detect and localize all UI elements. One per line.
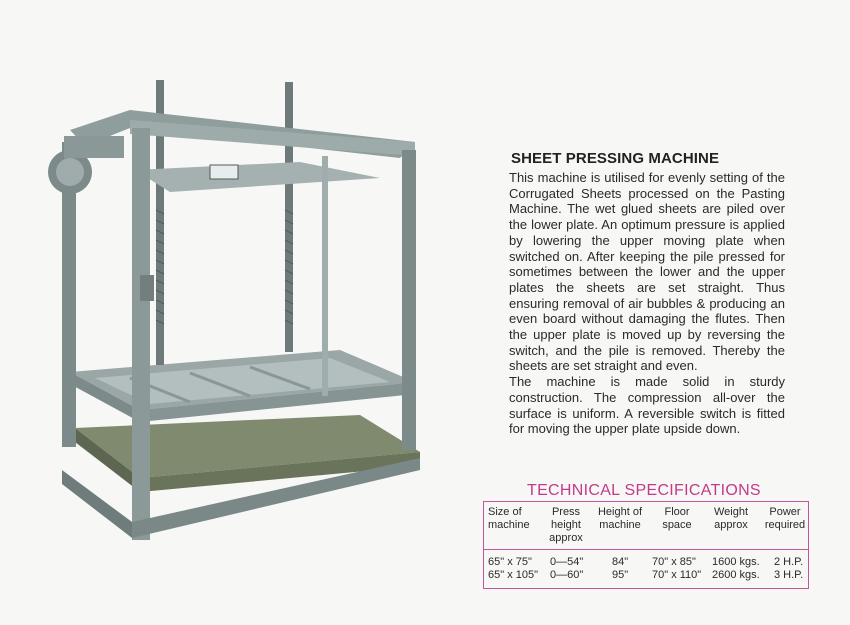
cell-weight: 2600 kgs. — [712, 569, 760, 581]
cell-height: 95" — [612, 569, 629, 581]
cell-height: 84" — [612, 556, 629, 568]
specs-title: TECHNICAL SPECIFICATIONS — [527, 482, 761, 499]
specs-table — [483, 501, 809, 589]
header-height: Height of machine — [597, 506, 643, 531]
table-row — [484, 569, 808, 582]
cell-floor-space: 70" x 85" — [652, 556, 696, 568]
header-floor-space: Floor space — [662, 506, 692, 531]
description-paragraph: The machine is made solid in sturdy construction. The compression all-over the surface is uniform. A reversible switch is fitted for moving the upper plate upside down. — [509, 374, 785, 437]
page-title: SHEET PRESSING MACHINE — [511, 150, 720, 167]
header-power: Power required — [764, 506, 806, 531]
cell-size: 65" x 75" — [488, 556, 532, 568]
cell-power: 2 H.P. — [774, 556, 804, 568]
cell-floor-space: 70" x 110" — [652, 569, 702, 581]
description — [509, 170, 785, 437]
table-row — [484, 556, 808, 569]
cell-weight: 1600 kgs. — [712, 556, 760, 568]
header-weight: Weight approx — [713, 506, 749, 531]
cell-power: 3 H.P. — [774, 569, 804, 581]
cell-size: 65" x 105" — [488, 569, 539, 581]
header-size: Size of machine — [488, 506, 530, 531]
description-paragraph: This machine is utilised for evenly setting of the Corrugated Sheets processed on the Pasting Machine. The wet glued sheets are piled over the lower plate. An optimum pressure is applied by lowering the upper moving plate when switched on. After keeping the pile pressed for sometimes between the lower and the upper plates the sheets are set straight. Thus ensuring removal of air bubbles & producing an even board without damaging the flutes. Then the upper plate is moved up by reversing the switch, and the pile is removed. Thereby the sheets are set straight and even. — [509, 170, 785, 374]
sheet-pressing-machine-image — [40, 60, 440, 550]
cell-press-height: 0—60" — [550, 569, 584, 581]
header-press-height: Press height approx — [549, 506, 583, 544]
cell-press-height: 0—54" — [550, 556, 584, 568]
specs-header-row — [484, 502, 808, 550]
